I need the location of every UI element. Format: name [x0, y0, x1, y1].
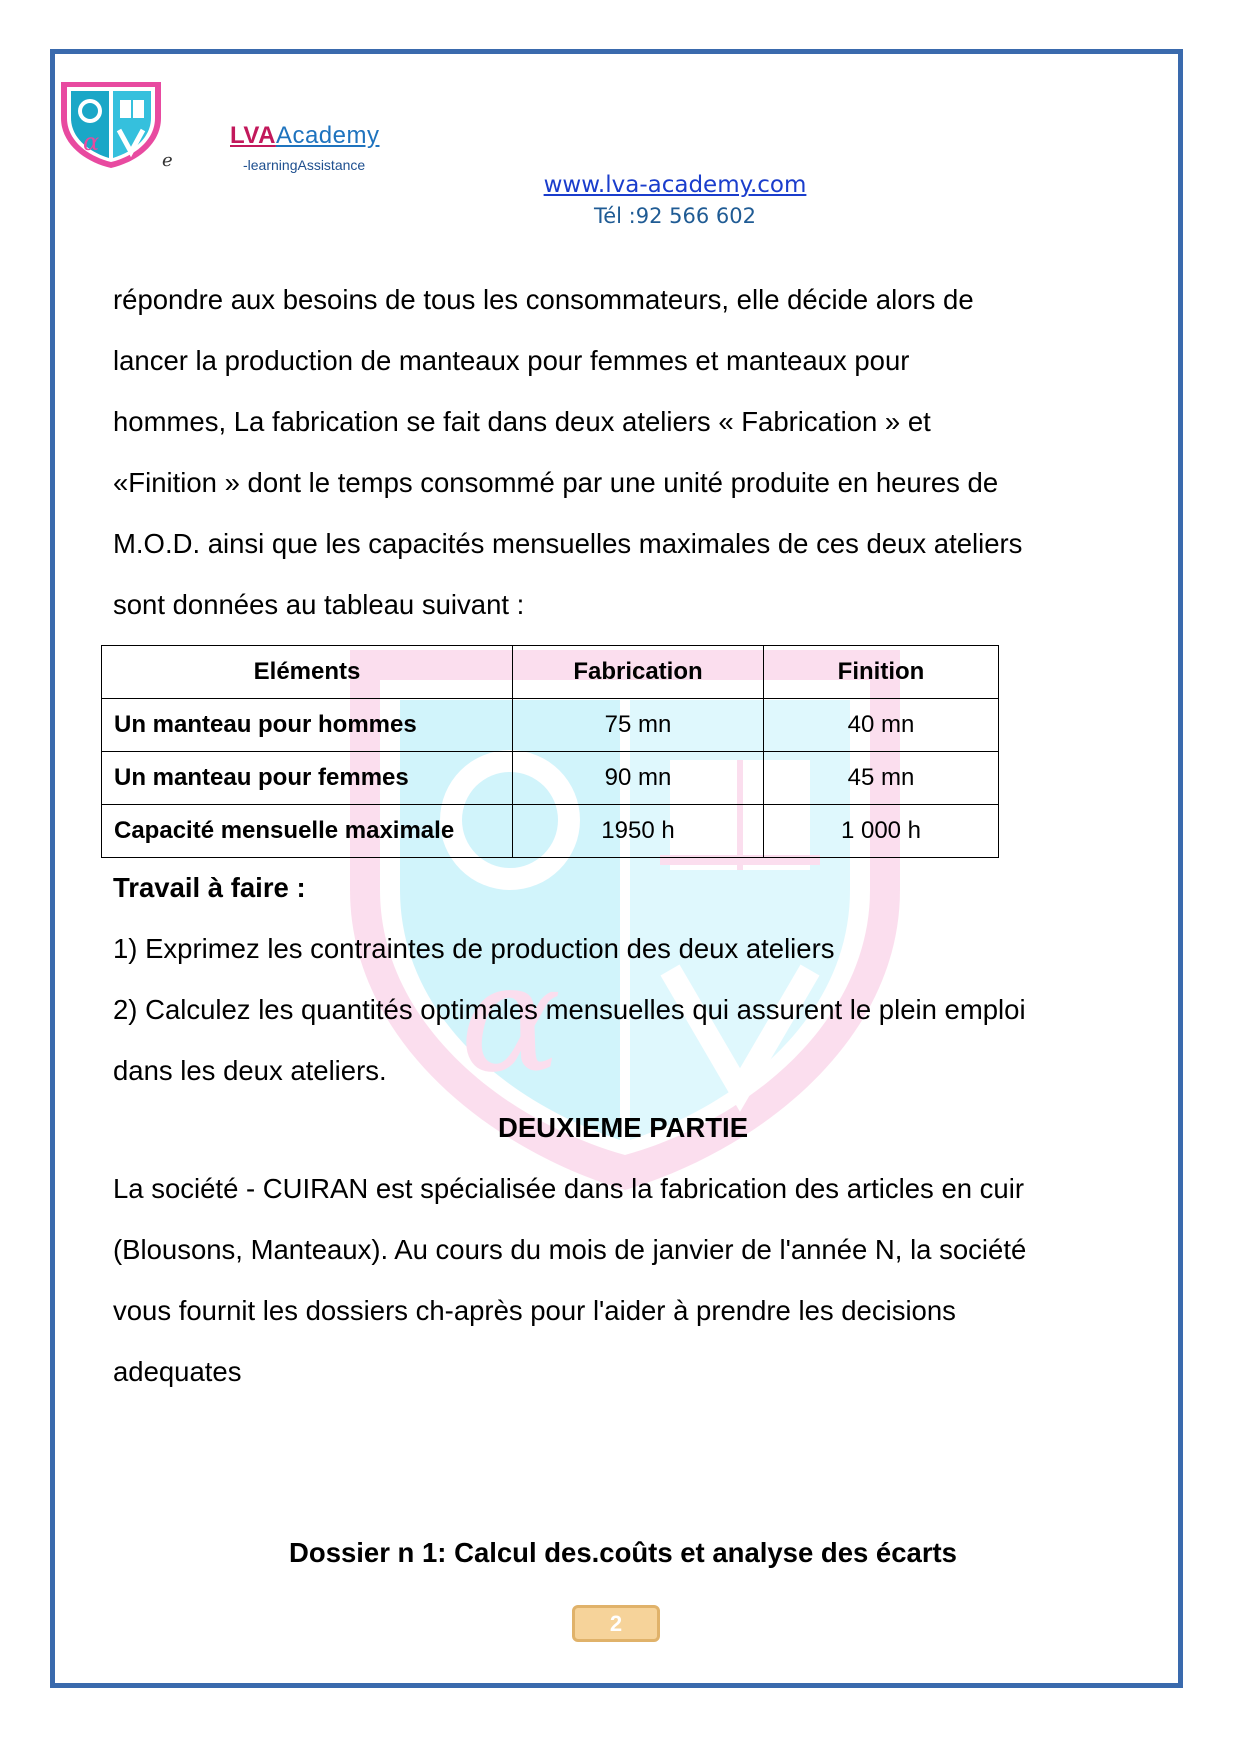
text-line: sont données au tableau suivant : — [113, 589, 525, 620]
table-cell: Un manteau pour femmes — [102, 752, 513, 805]
brand-e-mark: e — [162, 150, 173, 171]
question-1: 1) Exprimez les contraintes de production des deux ateliers — [113, 933, 835, 964]
questions — [113, 918, 1133, 1101]
svg-text:α: α — [83, 128, 100, 156]
question-2: 2) Calculez les quantités optimales mensuelles qui assurent le plein emploi — [113, 994, 1026, 1025]
text-line: M.O.D. ainsi que les capacités mensuelles maximales de ces deux ateliers — [113, 528, 1023, 559]
text-line: adequates — [113, 1356, 242, 1387]
table-header: Eléments — [102, 646, 513, 699]
text-line: répondre aux besoins de tous les consommateurs, elle décide alors de — [113, 284, 974, 315]
table-row — [102, 699, 999, 752]
svg-text:α: α — [460, 932, 562, 1106]
table-header-row — [102, 646, 999, 699]
table-cell: 90 mn — [513, 752, 764, 805]
brand-tagline: -learningAssistance — [243, 157, 366, 173]
table-row — [102, 805, 999, 858]
intro-paragraph — [113, 269, 1133, 635]
table-cell: 1 000 h — [764, 805, 999, 858]
brand-academy: Academy — [275, 122, 380, 149]
lva-academy-logo — [57, 78, 165, 170]
page-number: 2 — [572, 1605, 660, 1642]
table-cell: 1950 h — [513, 805, 764, 858]
table-cell: Un manteau pour hommes — [102, 699, 513, 752]
table-header: Finition — [764, 646, 999, 699]
text-line: hommes, La fabrication se fait dans deux ateliers « Fabrication » et — [113, 406, 931, 437]
brand-lva: LVA — [230, 122, 276, 149]
table-cell: 45 mn — [764, 752, 999, 805]
text-line: vous fournit les dossiers ch-après pour l'aider à prendre les decisions — [113, 1295, 956, 1326]
table-cell: 40 mn — [764, 699, 999, 752]
text-line: (Blousons, Manteaux). Au cours du mois de janvier de l'année N, la société — [113, 1234, 1027, 1265]
dossier-title: Dossier n 1: Calcul des.coûts et analyse des écarts — [289, 1537, 957, 1568]
table-cell: Capacité mensuelle maximale — [102, 805, 513, 858]
text-line: La société - CUIRAN est spécialisée dans la fabrication des articles en cuir — [113, 1173, 1024, 1204]
table-cell: 75 mn — [513, 699, 764, 752]
table-row — [102, 752, 999, 805]
part2-paragraph — [113, 1158, 1133, 1402]
part2-title: DEUXIEME PARTIE — [497, 1112, 749, 1143]
travail-title: Travail à faire : — [113, 872, 306, 903]
production-table — [101, 645, 999, 858]
table-header: Fabrication — [513, 646, 764, 699]
text-line: «Finition » dont le temps consommé par une unité produite en heures de — [113, 467, 999, 498]
brand-name — [230, 122, 379, 150]
website-link[interactable]: www.lva-academy.com — [543, 172, 807, 198]
question-2-continued: dans les deux ateliers. — [113, 1055, 387, 1086]
phone-number: Tél :92 566 602 — [593, 204, 756, 228]
text-line: lancer la production de manteaux pour femmes et manteaux pour — [113, 345, 910, 376]
